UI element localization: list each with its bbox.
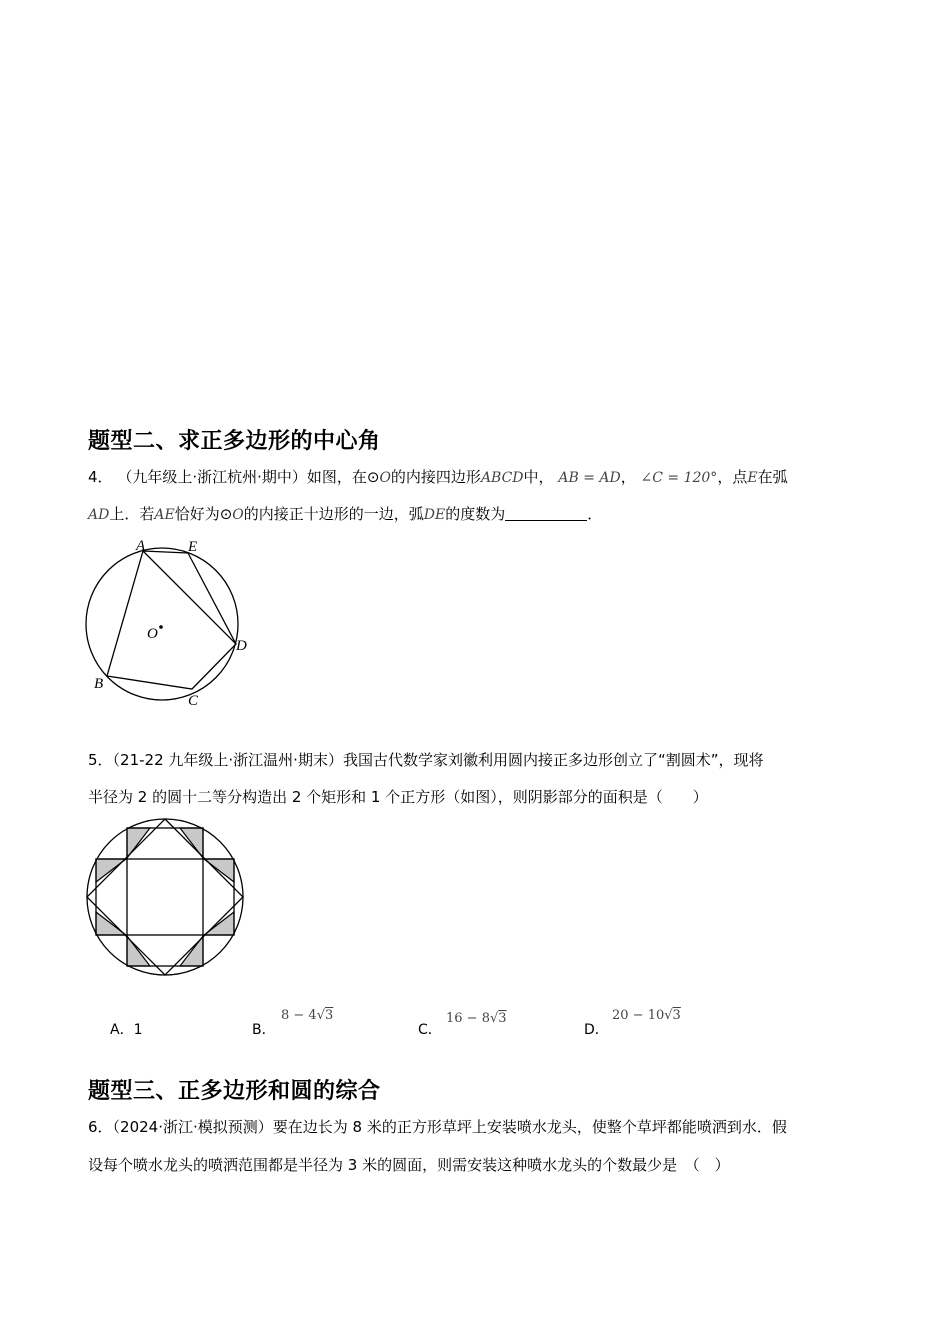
question-number: 6． [88, 1118, 113, 1136]
question-6-line-1: 6．（2024·浙江·模拟预测）要在边长为 8 米的正方形草坪上安装喷水龙头，使整个草坪都能喷洒到水．假 [88, 1118, 787, 1136]
answer-blank[interactable] [505, 504, 587, 521]
question-4-line-1: 4． （九年级上·浙江杭州·期中）如图，在⊙O的内接四边形ABCD中， AB = AD， ∠C = 120°，点E在弧 [88, 468, 788, 486]
question-4-line-2: AD上．若AE恰好为⊙O的内接正十边形的一边，弧DE的度数为 ． [88, 505, 603, 523]
horizontal-rectangle [96, 859, 234, 935]
option-c-value: 16 − 8√3 [446, 1011, 507, 1026]
circle-quadrilateral-figure [80, 532, 260, 712]
option-b[interactable]: B． [252, 1022, 276, 1038]
question-5-line-2: 半径为 2 的圆十二等分构造出 2 个矩形和 1 个正方形（如图），则阴影部分的面积是（ ） [88, 788, 708, 806]
center-point [159, 625, 163, 629]
option-d-value: 20 − 10√3 [612, 1008, 681, 1023]
shaded-regions [96, 828, 234, 966]
question-number: 4． [88, 468, 113, 486]
segment-ae [143, 551, 188, 553]
label-e: E [188, 539, 198, 555]
option-c[interactable]: C． [418, 1022, 442, 1038]
label-c: C [188, 693, 199, 709]
label-o: O [147, 626, 158, 642]
option-d[interactable]: D． [584, 1022, 609, 1038]
label-b: B [94, 676, 104, 692]
question-6-line-2: 设每个喷水龙头的喷洒范围都是半径为 3 米的圆面，则需安装这种喷水龙头的个数最少是 （ ） [88, 1156, 730, 1174]
label-a: A [136, 538, 146, 554]
question-5-line-1: 5．（21-22 九年级上·浙江温州·期末）我国古代数学家刘徽利用圆内接正多边形创立了“割圆术”，现将 [88, 751, 764, 769]
label-d: D [236, 638, 247, 654]
vertical-rectangle [127, 828, 203, 966]
question-number: 5． [88, 751, 113, 769]
inscribed-square [87, 819, 243, 975]
outer-circle [87, 819, 243, 975]
option-b-value: 8 − 4√3 [281, 1008, 334, 1023]
option-a[interactable]: A．1 [110, 1022, 143, 1038]
dodecagon-figure [80, 812, 250, 982]
section-heading-3: 题型三、正多边形和圆的综合 [88, 1079, 381, 1104]
section-heading-2: 题型二、求正多边形的中心角 [88, 429, 381, 454]
